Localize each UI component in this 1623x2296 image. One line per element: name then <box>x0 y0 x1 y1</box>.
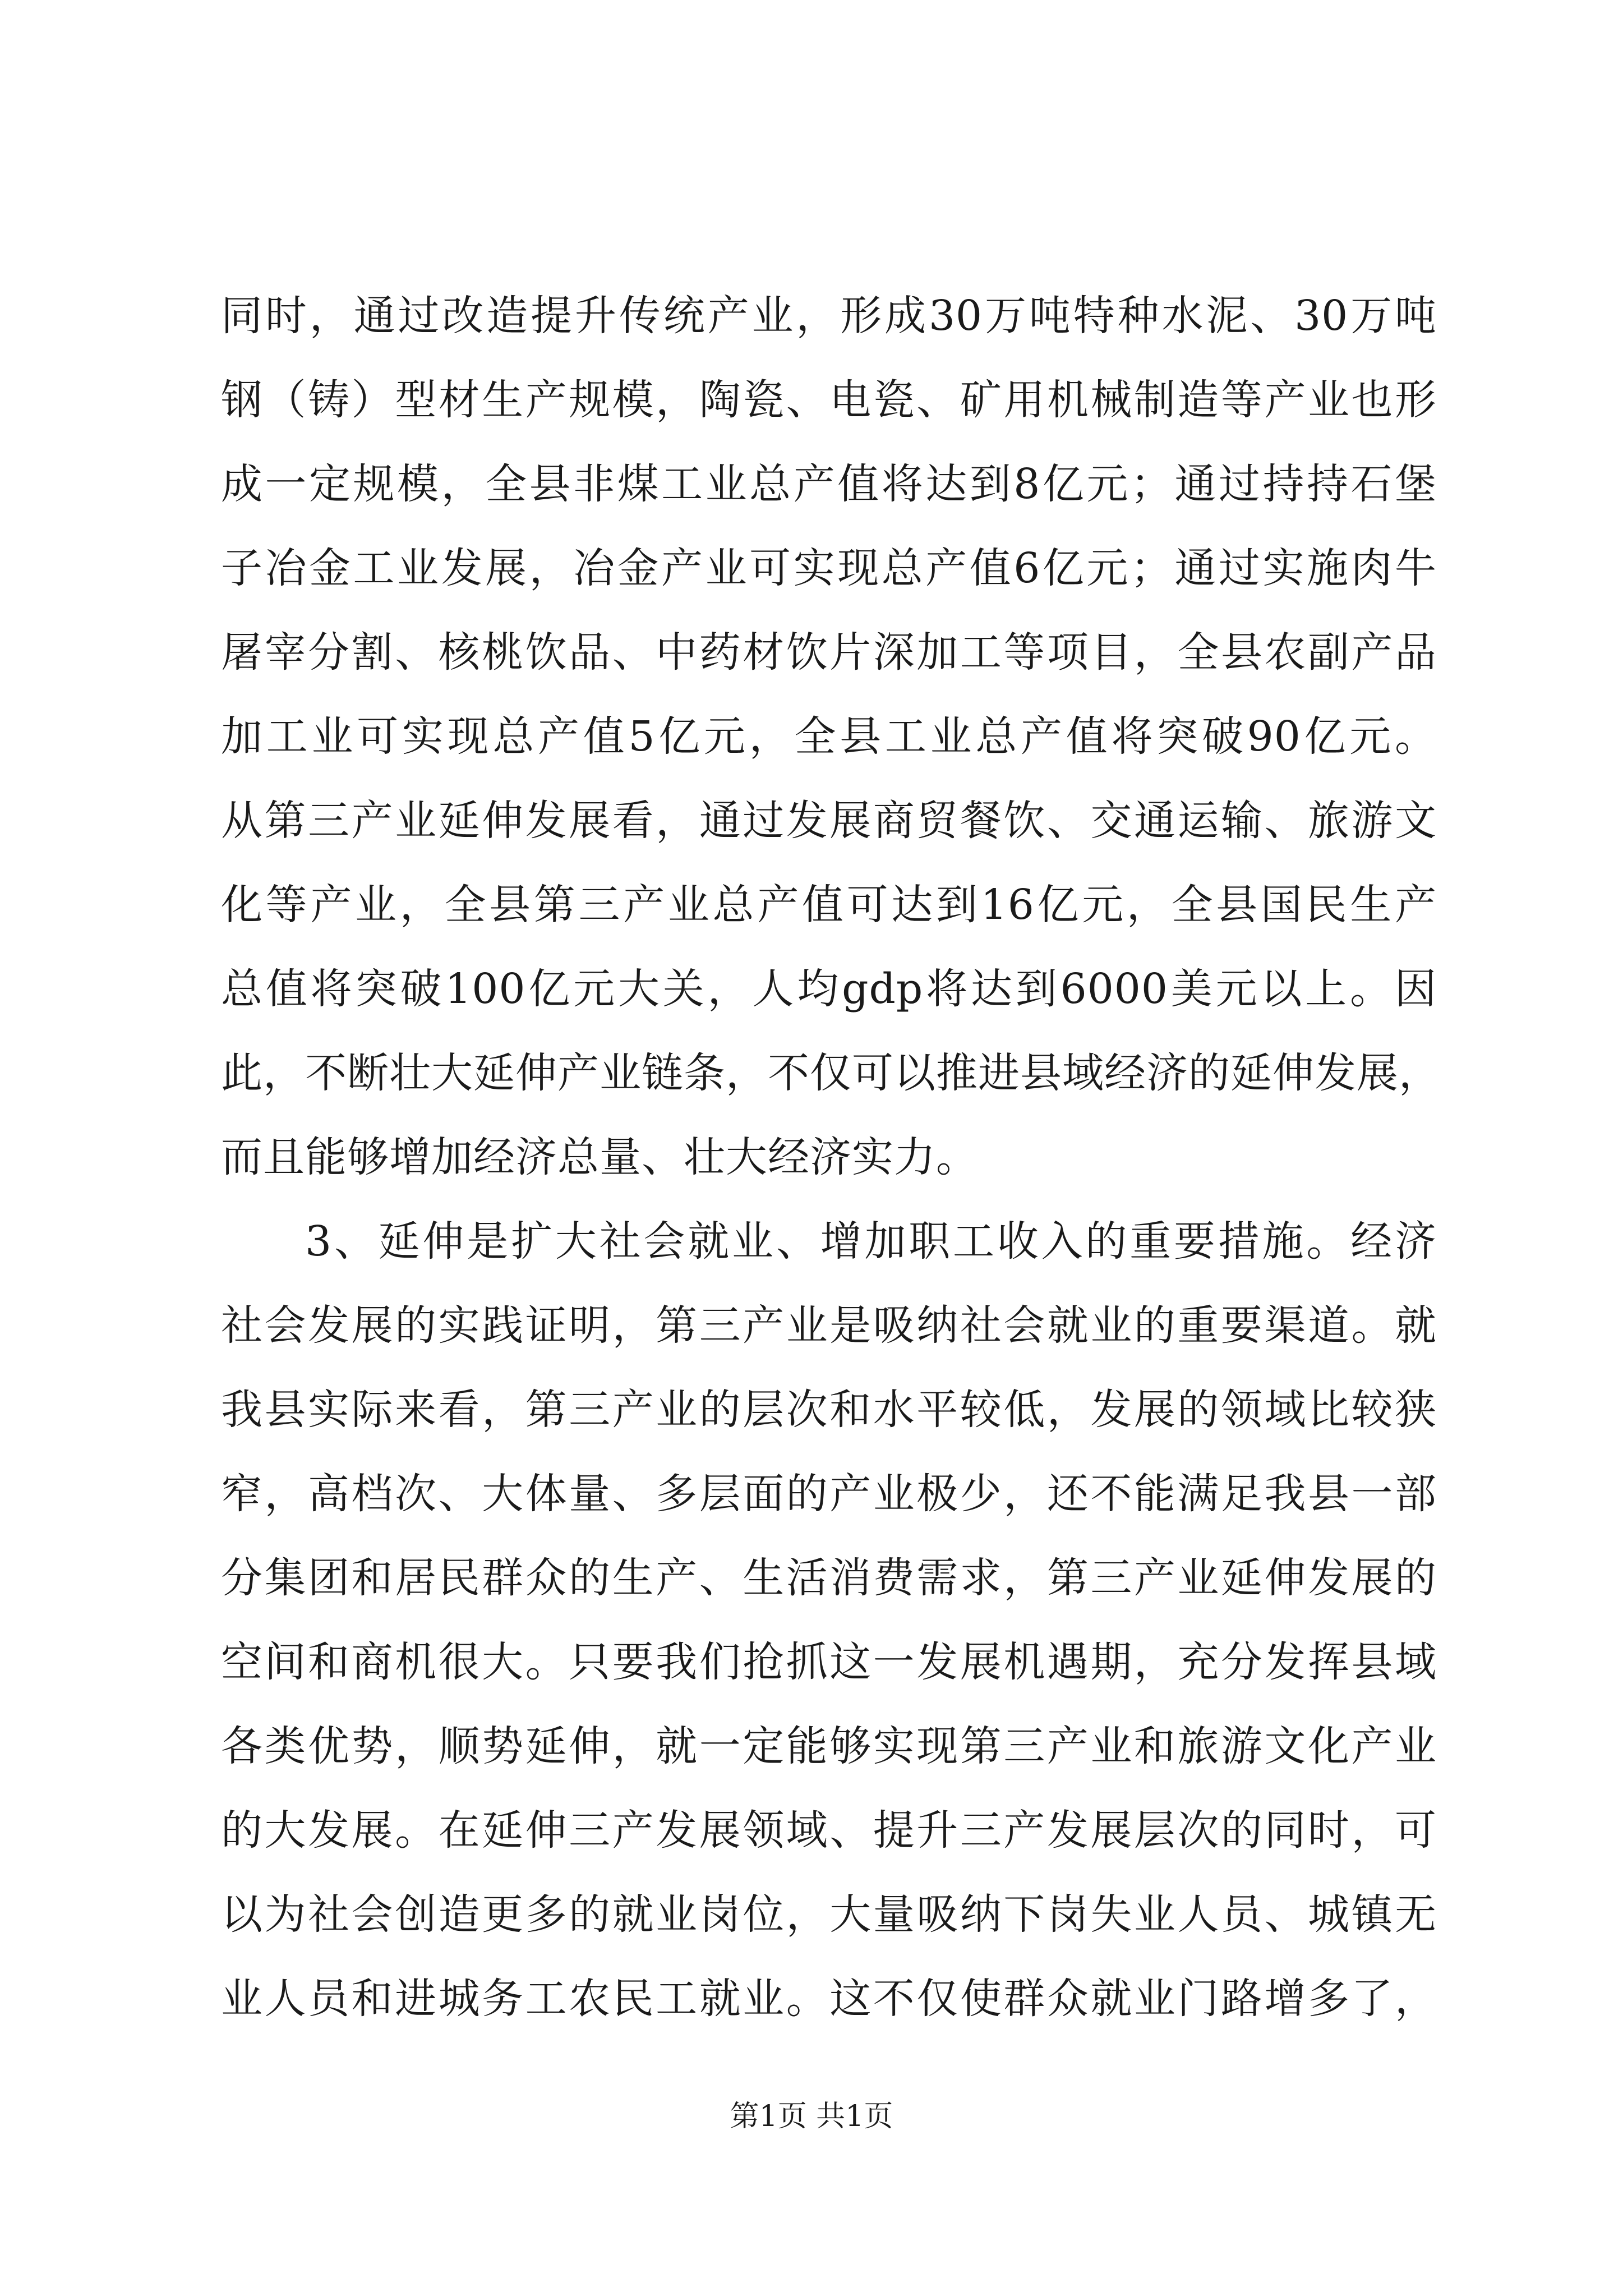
text-line: 3、延伸是扩大社会就业、增加职工收入的重要措施。经济 <box>305 1217 1437 1266</box>
text-line: 窄，高档次、大体量、多层面的产业极少，还不能满足我县一部 <box>221 1470 1437 1518</box>
text-line: 分集团和居民群众的生产、生活消费需求，第三产业延伸发展的 <box>221 1554 1437 1602</box>
document-body <box>221 274 1441 2041</box>
text-line: 加工业可实现总产值5亿元，全县工业总产值将突破90亿元。 <box>221 712 1437 761</box>
text-line: 同时，通过改造提升传统产业，形成30万吨特种水泥、30万吨 <box>221 292 1437 340</box>
text-line: 以为社会创造更多的就业岗位，大量吸纳下岗失业人员、城镇无 <box>221 1890 1437 1939</box>
text-line: 的大发展。在延伸三产发展领域、提升三产发展层次的同时，可 <box>221 1806 1437 1855</box>
text-line: 总值将突破100亿元大关，人均gdp将达到6000美元以上。因 <box>221 965 1437 1013</box>
text-line: 业人员和进城务工农民工就业。这不仅使群众就业门路增多了， <box>221 1975 1437 2023</box>
text-line: 此，不断壮大延伸产业链条，不仅可以推进县域经济的延伸发展， <box>221 1049 1441 1097</box>
text-line: 各类优势，顺势延伸，就一定能够实现第三产业和旅游文化产业 <box>221 1722 1437 1770</box>
text-line: 而且能够增加经济总量、壮大经济实力。 <box>221 1133 978 1181</box>
text-line: 成一定规模，全县非煤工业总产值将达到8亿元；通过持持石堡 <box>221 460 1437 508</box>
text-line: 屠宰分割、核桃饮品、中药材饮片深加工等项目，全县农副产品 <box>221 628 1437 677</box>
text-line: 钢（铸）型材生产规模，陶瓷、电瓷、矿用机械制造等产业也形 <box>221 376 1437 424</box>
page-footer <box>0 2097 1623 2136</box>
page-number-label: 第1页 共1页 <box>730 2100 893 2133</box>
text-line: 从第三产业延伸发展看，通过发展商贸餐饮、交通运输、旅游文 <box>221 797 1437 845</box>
text-line: 化等产业，全县第三产业总产值可达到16亿元，全县国民生产 <box>221 881 1437 929</box>
text-line: 我县实际来看，第三产业的层次和水平较低，发展的领域比较狭 <box>221 1386 1437 1434</box>
text-line: 社会发展的实践证明，第三产业是吸纳社会就业的重要渠道。就 <box>221 1301 1437 1350</box>
text-line: 子冶金工业发展，冶金产业可实现总产值6亿元；通过实施肉牛 <box>221 544 1437 592</box>
text-line: 空间和商机很大。只要我们抢抓这一发展机遇期，充分发挥县域 <box>221 1638 1437 1686</box>
